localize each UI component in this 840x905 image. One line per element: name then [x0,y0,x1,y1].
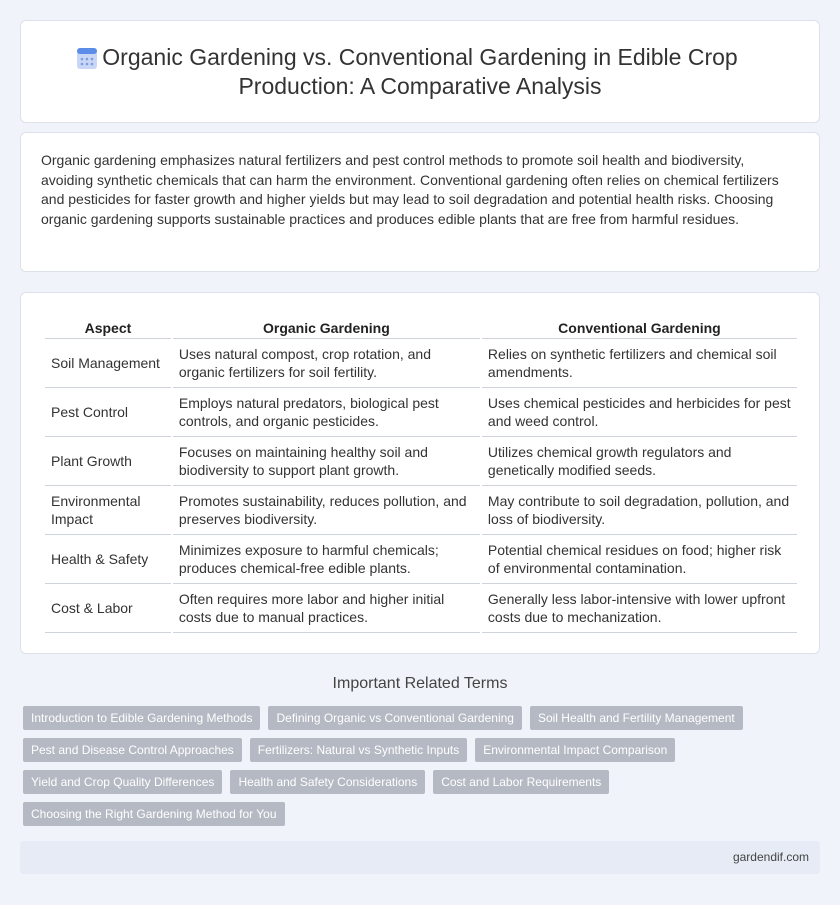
site-link[interactable]: gardendif.com [732,850,809,864]
intro-text: Organic gardening emphasizes natural fertilizers and pest control methods to promote soil health and biodiversity, avoiding synthetic chemicals that can harm the environment. Conventional gardening often relies on chemical fertilizers and pesticides for faster growth and higher yields but may lead to soil degradation and potential health risks. Choosing organic gardening supports sustainable practices and produces edible plants that are free from harmful residues. [41,152,779,227]
table-row [45,584,797,633]
table-row [45,437,797,486]
organic-cell: Focuses on maintaining healthy soil and biodiversity to support plant growth. [173,437,480,486]
conventional-cell: Potential chemical residues on food; higher risk of environmental contamination. [482,535,797,584]
tag-row [23,802,823,826]
related-terms-list [23,706,823,834]
organic-cell: Employs natural predators, biological pest controls, and organic pesticides. [173,388,480,437]
organic-cell: Uses natural compost, crop rotation, and organic fertilizers for soil fertility. [173,339,480,388]
related-term-tag[interactable]: Pest and Disease Control Approaches [23,738,242,762]
column-header-organic: Organic Gardening [173,315,480,339]
tag-row [23,706,823,730]
organic-cell: Often requires more labor and higher initial costs due to manual practices. [173,584,480,633]
conventional-cell: May contribute to soil degradation, pollution, and loss of biodiversity. [482,486,797,535]
organic-cell: Minimizes exposure to harmful chemicals; produces chemical-free edible plants. [173,535,480,584]
related-term-tag[interactable]: Introduction to Edible Gardening Methods [23,706,260,730]
related-term-tag[interactable]: Soil Health and Fertility Management [530,706,743,730]
table-row [45,339,797,388]
organic-cell: Promotes sustainability, reduces pollution, and preserves biodiversity. [173,486,480,535]
column-header-aspect: Aspect [45,315,171,339]
tag-row [23,770,823,794]
aspect-cell: Soil Management [45,339,171,388]
page-title: Organic Gardening vs. Conventional Gardening in Edible Crop Production: A Comparative Analysis [102,44,738,99]
related-term-tag[interactable]: Yield and Crop Quality Differences [23,770,222,794]
tag-row [23,738,823,762]
table-row [45,388,797,437]
conventional-cell: Uses chemical pesticides and herbicides for pest and weed control. [482,388,797,437]
related-term-tag[interactable]: Health and Safety Considerations [230,770,425,794]
conventional-cell: Generally less labor-intensive with lower upfront costs due to mechanization. [482,584,797,633]
table-row [45,535,797,584]
related-term-tag[interactable]: Fertilizers: Natural vs Synthetic Inputs [250,738,467,762]
aspect-cell: Pest Control [45,388,171,437]
conventional-cell: Utilizes chemical growth regulators and genetically modified seeds. [482,437,797,486]
aspect-cell: Environmental Impact [45,486,171,535]
table-header-row [45,315,797,339]
footer [20,841,820,874]
aspect-cell: Plant Growth [45,437,171,486]
related-term-tag[interactable]: Defining Organic vs Conventional Gardening [268,706,521,730]
related-term-tag[interactable]: Environmental Impact Comparison [475,738,675,762]
conventional-cell: Relies on synthetic fertilizers and chemical soil amendments. [482,339,797,388]
comparison-table-card [20,292,820,654]
related-term-tag[interactable]: Choosing the Right Gardening Method for You [23,802,285,826]
intro-card [20,132,820,272]
aspect-cell: Cost & Labor [45,584,171,633]
aspect-cell: Health & Safety [45,535,171,584]
column-header-conventional: Conventional Gardening [482,315,797,339]
related-term-tag[interactable]: Cost and Labor Requirements [433,770,609,794]
header-card [20,20,820,123]
comparison-table [43,315,799,633]
related-terms-title: Important Related Terms [332,675,508,692]
table-row [45,486,797,535]
